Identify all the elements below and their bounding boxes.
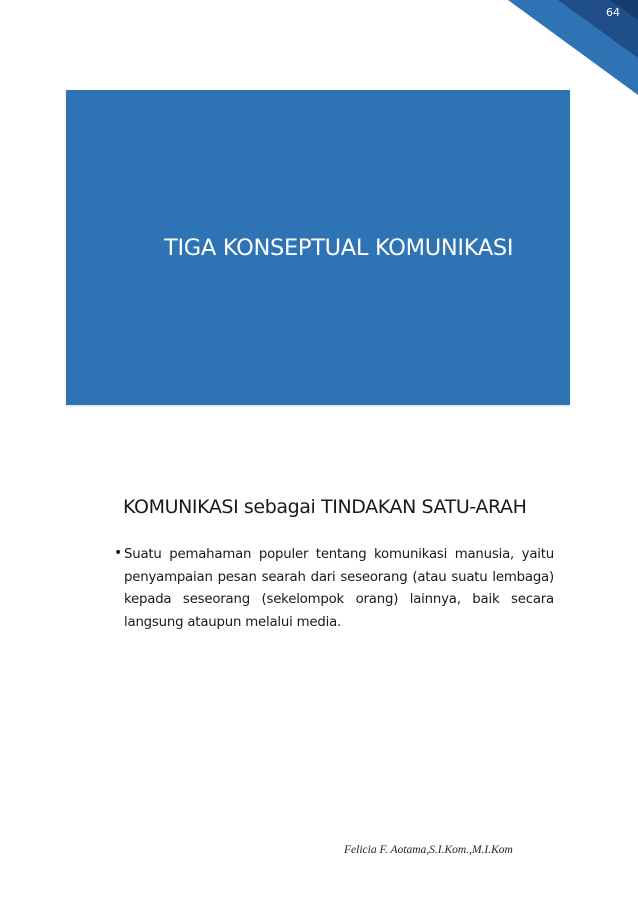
bullet-text: Suatu pemahaman populer tentang komunikasi manusia, yaitu penyampaian pesan searah dari seseorang (atau suatu lembaga) kepada seseorang (sekelompok orang) lainnya, baik secara langsung ataupun melalui media. xyxy=(124,547,554,630)
slide-title: TIGA KONSEPTUAL KOMUNIKASI xyxy=(164,235,514,261)
page-number: 64 xyxy=(606,6,620,19)
bullet-icon: • xyxy=(114,545,123,561)
bullet-item xyxy=(114,544,554,634)
title-slide xyxy=(66,90,570,405)
footer-author: Felicia F. Aotama,S.I.Kom.,M.I.Kom xyxy=(344,844,513,856)
content-slide xyxy=(66,470,570,670)
content-heading: KOMUNIKASI sebagai TINDAKAN SATU-ARAH xyxy=(123,496,527,518)
